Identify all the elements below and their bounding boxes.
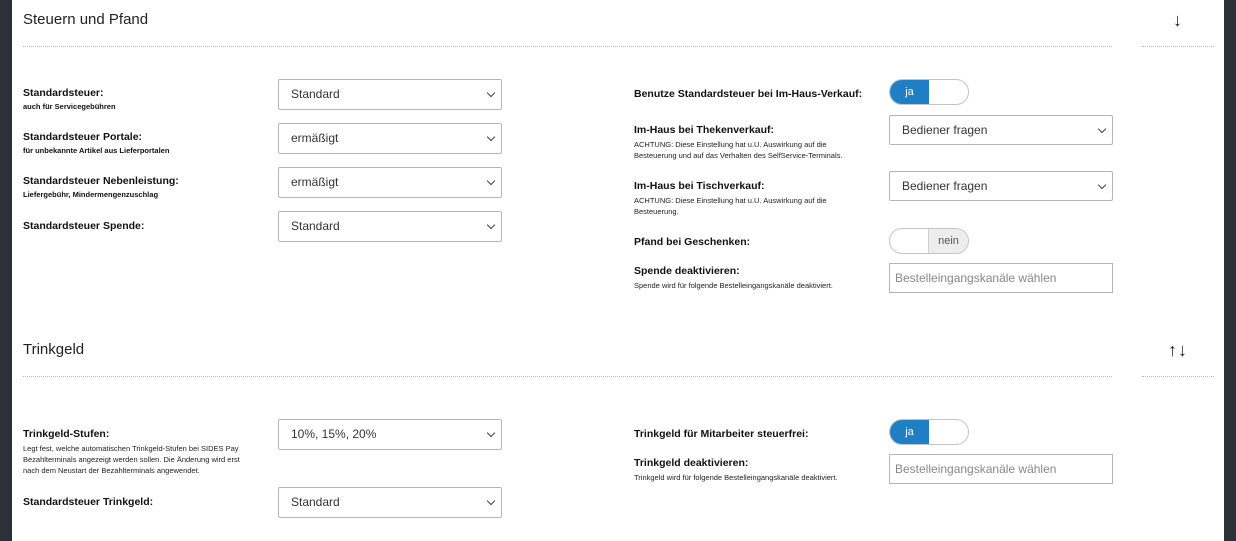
setting-description: Trinkgeld wird für folgende Bestelleingangskanäle deaktiviert.	[634, 473, 838, 482]
disable-tip-channels-input[interactable]: Bestelleingangskanäle wählen	[889, 454, 1113, 484]
setting-label: Trinkgeld-Stufen:	[23, 428, 110, 440]
setting-side-service-tax	[23, 175, 273, 199]
section-divider-side	[1142, 46, 1214, 47]
setting-label: Standardsteuer Trinkgeld:	[23, 496, 154, 508]
setting-sublabel: für unbekannte Artikel aus Lieferportalen	[23, 146, 170, 155]
setting-description: ACHTUNG: Diese Einstellung hat u.U. Auswirkung auf die Besteuerung.	[634, 196, 827, 216]
portal-tax-select[interactable]	[278, 123, 502, 154]
tip-tax-free-label: Trinkgeld für Mitarbeiter steuerfrei:	[634, 428, 809, 440]
counter-sale-select[interactable]	[889, 115, 1113, 145]
setting-description: Legt fest, welche automatischen Trinkgeld-Stufen bei SIDES Pay Bezahlterminals angezeigt werden sollen. Die Änderung wird erst nach dem Neustart der Bezahlterminals angewendet.	[23, 444, 240, 475]
section-divider	[23, 46, 1112, 47]
standard-tax-select[interactable]	[278, 79, 502, 110]
side-service-tax-select[interactable]	[278, 167, 502, 198]
setting-disable-donation	[634, 265, 874, 291]
select-value: Standard	[291, 495, 340, 509]
select-value: Bediener fragen	[902, 123, 988, 137]
select-value: 10%, 15%, 20%	[291, 427, 377, 441]
setting-donation-tax	[23, 220, 273, 232]
section-divider-side	[1142, 376, 1214, 377]
toggle-on-label: ja	[890, 420, 929, 444]
setting-label: Spende deaktivieren:	[634, 265, 740, 277]
chevron-down-icon	[487, 221, 495, 229]
chevron-down-icon	[487, 177, 495, 185]
donation-tax-select[interactable]	[278, 211, 502, 242]
chevron-down-icon	[487, 133, 495, 141]
select-value: ermäßigt	[291, 131, 339, 145]
setting-description: Spende wird für folgende Bestelleingangskanäle deaktiviert.	[634, 281, 833, 290]
select-value: Standard	[291, 87, 340, 101]
chevron-down-icon	[1098, 125, 1106, 133]
setting-label: Im-Haus bei Tischverkauf:	[634, 180, 765, 192]
setting-label: Standardsteuer Nebenleistung:	[23, 175, 179, 187]
setting-label: Standardsteuer Spende:	[23, 220, 145, 232]
inhouse-default-tax-toggle[interactable]	[889, 79, 969, 105]
setting-tip-levels	[23, 428, 255, 476]
settings-panel	[12, 0, 1224, 541]
move-up-down-icon[interactable]: ↑↓	[1168, 340, 1188, 360]
setting-tip-tax	[23, 496, 273, 508]
setting-counter-sale	[634, 124, 864, 161]
setting-table-sale	[634, 180, 864, 217]
tip-tax-select[interactable]	[278, 487, 502, 518]
setting-standard-tax	[23, 87, 273, 111]
table-sale-select[interactable]	[889, 171, 1113, 201]
inhouse-default-tax-label: Benutze Standardsteuer bei Im-Haus-Verkauf:	[634, 88, 863, 100]
setting-sublabel: Liefergebühr, Mindermengenzuschlag	[23, 190, 159, 199]
disable-donation-channels-input[interactable]: Bestelleingangskanäle wählen	[889, 263, 1113, 293]
setting-portal-tax	[23, 131, 273, 155]
chevron-down-icon	[1098, 181, 1106, 189]
setting-label: Trinkgeld deaktivieren:	[634, 457, 749, 469]
deposit-gifts-label: Pfand bei Geschenken:	[634, 236, 751, 248]
toggle-on-label: ja	[890, 80, 929, 104]
setting-label: Im-Haus bei Thekenverkauf:	[634, 124, 775, 136]
setting-label: Standardsteuer Portale:	[23, 131, 143, 143]
chevron-down-icon	[487, 497, 495, 505]
toggle-off-label: nein	[928, 229, 968, 253]
tip-tax-free-toggle[interactable]	[889, 419, 969, 445]
section-title-tip: Trinkgeld	[23, 341, 85, 358]
chevron-down-icon	[487, 89, 495, 97]
select-value: Standard	[291, 219, 340, 233]
move-down-icon[interactable]: ↓	[1173, 10, 1183, 30]
section-title-taxes: Steuern und Pfand	[23, 11, 149, 28]
deposit-gifts-toggle[interactable]	[889, 228, 969, 254]
select-value: Bediener fragen	[902, 179, 988, 193]
setting-label: Standardsteuer:	[23, 87, 104, 99]
section-divider	[23, 376, 1112, 377]
select-value: ermäßigt	[291, 175, 339, 189]
tip-levels-select[interactable]	[278, 419, 502, 450]
setting-sublabel: auch für Servicegebühren	[23, 102, 116, 111]
setting-description: ACHTUNG: Diese Einstellung hat u.U. Auswirkung auf die Besteuerung und auf das Verhalten des SelfService-Terminals.	[634, 140, 843, 160]
chevron-down-icon	[487, 429, 495, 437]
setting-disable-tip	[634, 457, 884, 483]
